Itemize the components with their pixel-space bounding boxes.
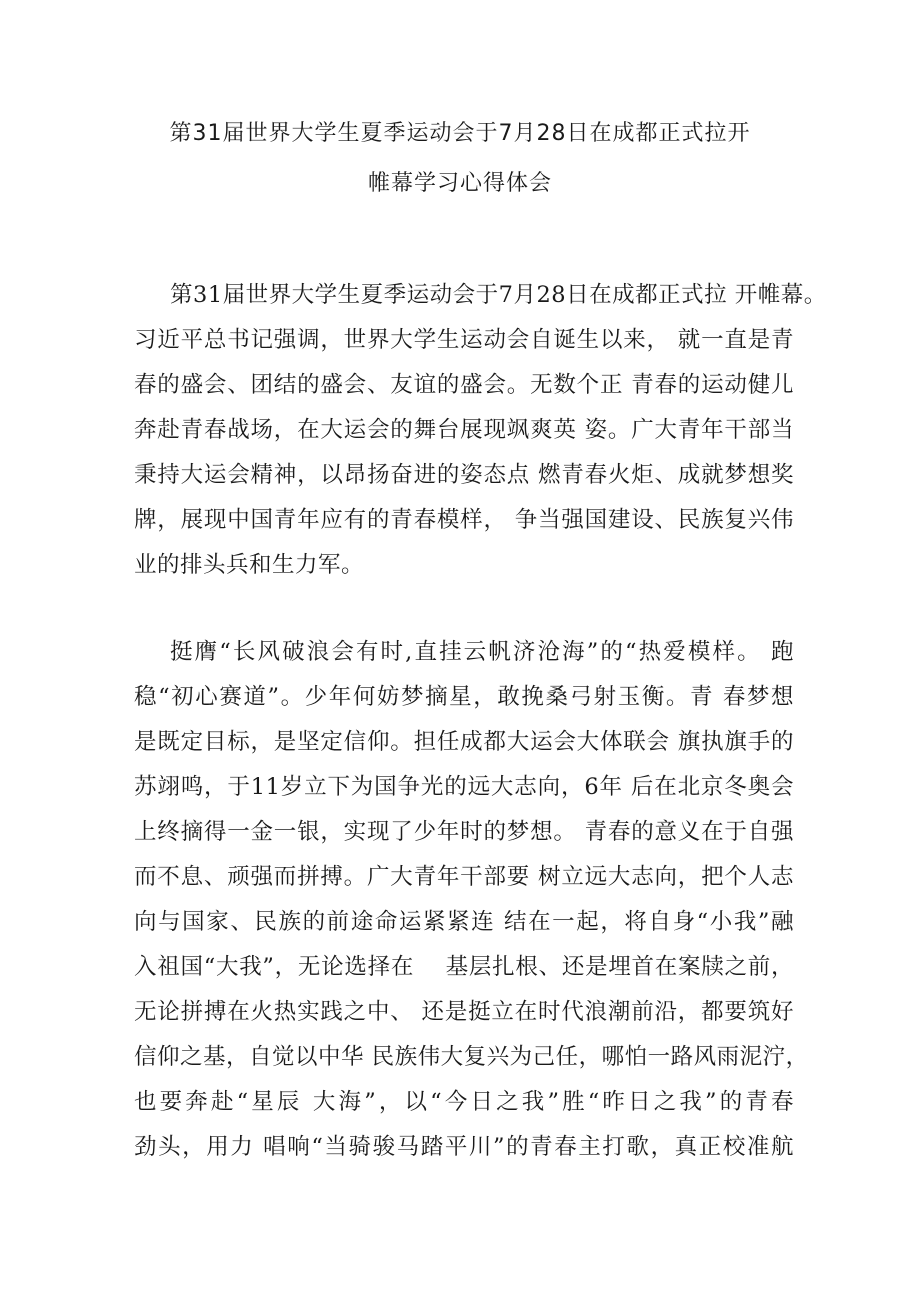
paragraph-2-line-6: 而不息、顽强而拼搏。广大青年干部要 树立远大志向，把个人志 (134, 864, 794, 890)
paragraph-2-line-3: 是既定目标，是坚定信仰。担任成都大运会大体联会 旗执旗手的 (134, 729, 794, 755)
paragraph-2-line-10: 信仰之基，自觉以中华 民族伟大复兴为己任，哪怕一路风雨泥泞， (134, 1044, 809, 1070)
paragraph-2-line-2: 稳“初心赛道”。少年何妨梦摘星，敢挽桑弓射玉衡。青 春梦想 (134, 684, 794, 710)
paragraph-1-line-6: 牌，展现中国青年应有的青春模样， 争当强国建设、民族复兴伟 (134, 507, 794, 533)
paragraph-1-line-4: 奔赴青春战场，在大运会的舞台展现飒爽英 姿。广大青年干部当 (134, 417, 794, 443)
paragraph-2-line-11: 也要奔赴“星辰 大海”，以“今日之我”胜“昨日之我”的青春 (134, 1089, 794, 1115)
paragraph-2-line-7: 向与国家、民族的前途命运紧紧连 结在一起，将自身“小我”融 (134, 909, 794, 935)
paragraph-1-line-7: 业的排头兵和生力军。 (134, 552, 365, 578)
paragraph-2-line-9: 无论拼搏在火热实践之中、 还是挺立在时代浪潮前沿，都要筑好 (134, 999, 794, 1025)
paragraph-2-line-12: 劲头，用力 唱响“当骑骏马踏平川”的青春主打歌，真正校准航 (134, 1134, 794, 1160)
paragraph-2-line-8: 入祖国“大我”，无论选择在 基层扎根、还是埋首在案牍之前， (134, 954, 794, 980)
paragraph-2-line-1: 挺膺“长风破浪会有时,直挂云帆济沧海”的“热爱模样。 跑 (170, 639, 794, 665)
paragraph-1-line-2: 习近平总书记强调，世界大学生运动会自诞生以来， 就一直是青 (134, 327, 794, 353)
paragraph-2-line-5: 上终摘得一金一银，实现了少年时的梦想。 青春的意义在于自强 (134, 819, 794, 845)
document-title-line-1: 第31届世界大学生夏季运动会于7月28日在成都正式拉开 (169, 121, 751, 146)
paragraph-1-line-3: 春的盛会、团结的盛会、友谊的盛会。无数个正 青春的运动健儿 (134, 372, 794, 398)
paragraph-1-line-1: 第31届世界大学生夏季运动会于7月28日在成都正式拉 开帷幕。 (170, 282, 827, 308)
document-title-line-2: 帷幕学习心得体会 (367, 171, 552, 196)
paragraph-1-line-5: 秉持大运会精神，以昂扬奋进的姿态点 燃青春火炬、成就梦想奖 (134, 462, 794, 488)
paragraph-2-line-4: 苏翊鸣，于11岁立下为国争光的远大志向，6年 后在北京冬奥会 (134, 774, 794, 800)
